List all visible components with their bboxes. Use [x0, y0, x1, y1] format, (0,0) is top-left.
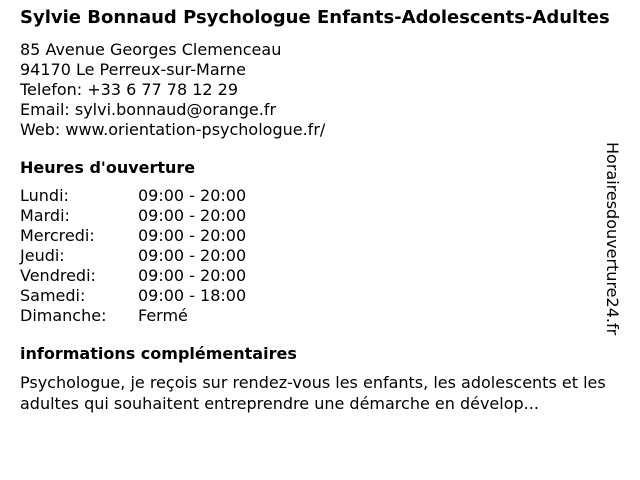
hours-row — [20, 226, 246, 246]
hours-day: Samedi: — [20, 286, 86, 305]
hours-day: Dimanche: — [20, 306, 107, 325]
hours-time: 09:00 - 20:00 — [138, 186, 247, 205]
hours-time: 09:00 - 20:00 — [138, 206, 247, 225]
info-heading: informations complémentaires — [20, 344, 297, 363]
hours-day: Mercredi: — [20, 226, 95, 245]
hours-day: Vendredi: — [20, 266, 96, 285]
listing-card — [20, 8, 612, 414]
web-line[interactable]: Web: www.orientation-psychologue.fr/ — [20, 120, 326, 139]
email-line[interactable]: Email: sylvi.bonnaud@orange.fr — [20, 100, 277, 119]
hours-heading: Heures d'ouverture — [20, 158, 196, 177]
hours-row — [20, 266, 246, 286]
site-watermark: Horairesdouverture24.fr — [603, 142, 622, 336]
page-title: Sylvie Bonnaud Psychologue Enfants-Adolescents-Adultes — [20, 7, 610, 28]
hours-row — [20, 306, 246, 326]
hours-time: 09:00 - 20:00 — [138, 246, 247, 265]
city-address: 94170 Le Perreux-sur-Marne — [20, 60, 246, 79]
hours-time: 09:00 - 20:00 — [138, 226, 247, 245]
hours-time: Fermé — [138, 306, 188, 325]
hours-time: 09:00 - 18:00 — [138, 286, 247, 305]
hours-time: 09:00 - 20:00 — [138, 266, 247, 285]
hours-row — [20, 246, 246, 266]
hours-day: Mardi: — [20, 206, 70, 225]
hours-row — [20, 206, 246, 226]
phone-line[interactable]: Telefon: +33 6 77 78 12 29 — [20, 80, 239, 99]
hours-table — [20, 186, 246, 326]
hours-row — [20, 186, 246, 206]
hours-day: Jeudi: — [20, 246, 65, 265]
hours-row — [20, 286, 246, 306]
hours-day: Lundi: — [20, 186, 69, 205]
address-block — [20, 40, 612, 140]
street-address: 85 Avenue Georges Clemenceau — [20, 40, 282, 59]
info-description: Psychologue, je reçois sur rendez-vous les enfants, les adolescents et les adultes qui souhaitent entreprendre une démarche en dévelop... — [20, 373, 606, 413]
